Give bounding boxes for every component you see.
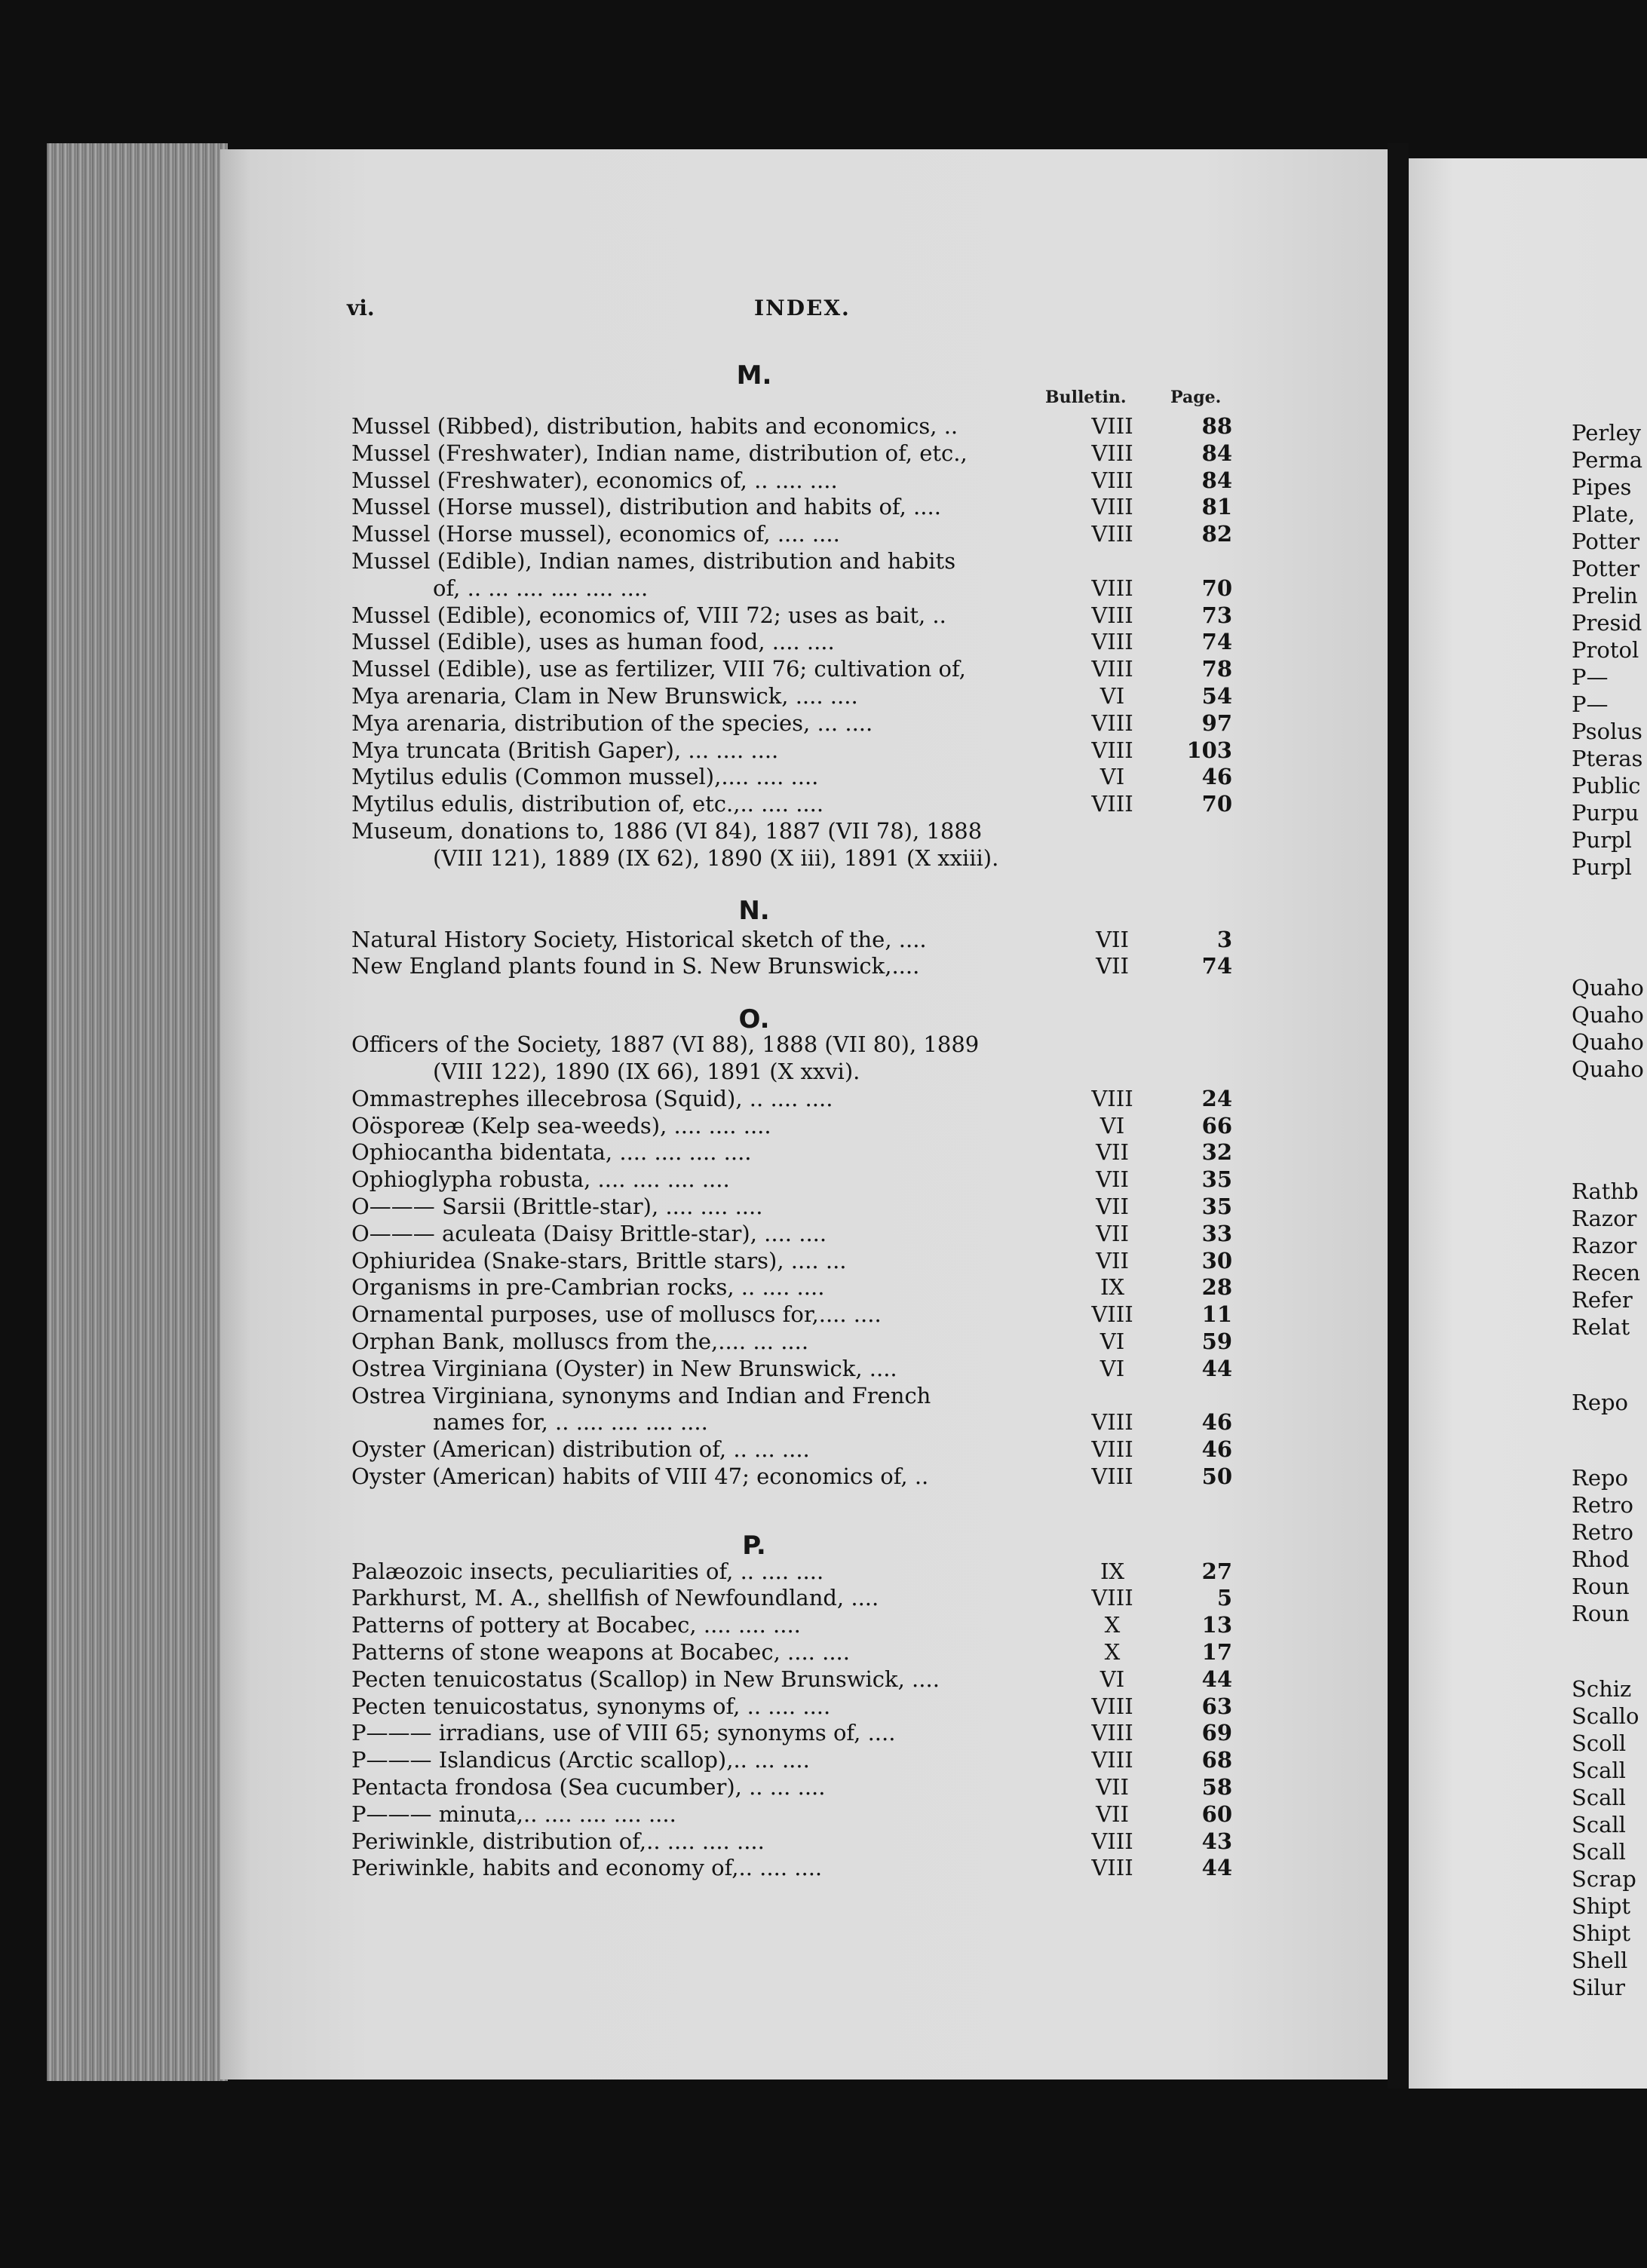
entry-page: 68 [1201,1747,1232,1773]
right-page-entry: Roun [1572,1601,1630,1626]
right-page-entry: Refer [1572,1287,1633,1313]
right-page-entry: Retro [1572,1519,1633,1545]
entry-text: Natural History Society, Historical sketch of the, .... [351,926,927,952]
entry-bulletin: VIII [1091,1747,1133,1773]
entry-text: Mussel (Horse mussel), economics of, .... .... [351,521,840,547]
index-entry [351,1113,1241,1140]
entry-text: Palæozoic insects, peculiarities of, .. .... .... [351,1558,824,1584]
right-page-entry: Scall [1572,1812,1626,1837]
entry-page: 32 [1201,1139,1232,1166]
index-entry [351,494,1241,521]
right-page-entry: Razor [1572,1206,1637,1231]
section-letter-n: N. [738,896,770,926]
index-entry [351,656,1241,683]
right-page-entry: Shell [1572,1948,1628,1973]
index-entry [351,927,1241,954]
right-page-entry: Potter [1572,529,1640,554]
entry-bulletin: VIII [1091,629,1133,655]
right-page-entry: Rhod [1572,1546,1630,1572]
entry-text: Parkhurst, M. A., shellfish of Newfoundland, .... [351,1585,879,1611]
entry-bulletin: VIII [1091,656,1133,682]
index-entry [351,1383,1241,1410]
entry-bulletin: VIII [1091,710,1133,736]
entry-text: O——— Sarsii (Brittle-star), .... .... .... [351,1193,763,1219]
entry-page: 50 [1201,1463,1232,1489]
entry-bulletin: VII [1096,1193,1129,1219]
index-entry [351,602,1241,630]
entry-bulletin: VIII [1091,575,1133,601]
index-entry [351,1463,1241,1491]
right-page-entry: Potter [1572,556,1640,581]
right-page-entry: Pteras [1572,746,1643,771]
index-entry [351,1059,1241,1086]
entry-page: 69 [1201,1720,1232,1746]
entry-page: 24 [1201,1085,1232,1111]
entry-text: O——— aculeata (Daisy Brittle-star), .... .... [351,1220,827,1246]
column-header-page: Page. [1170,388,1222,407]
right-page-entry: Quaho [1572,1029,1644,1055]
index-entry [351,1436,1241,1463]
entry-text: Mya arenaria, distribution of the species, ... .... [351,710,873,736]
index-entry [351,1274,1241,1301]
index-entry [351,1747,1241,1774]
section-letter-p: P. [742,1531,766,1561]
index-entry [351,737,1241,765]
entry-text: P——— irradians, use of VIII 65; synonyms of, .... [351,1720,896,1746]
section-letter-m: M. [736,360,772,391]
index-entry [351,1828,1241,1856]
entry-page: 82 [1201,521,1232,547]
entry-page: 60 [1201,1801,1232,1827]
entry-bulletin: VII [1096,1801,1129,1827]
entry-page: 74 [1201,953,1232,979]
entry-page: 59 [1201,1328,1232,1354]
entry-bulletin: VIII [1091,1693,1133,1719]
entry-text: Mytilus edulis (Common mussel),.... .... .... [351,764,819,790]
right-page-entry: Purpl [1572,827,1632,853]
entry-text: Oyster (American) distribution of, .. ... .... [351,1436,810,1463]
entry-page: 44 [1201,1666,1232,1692]
entry-page: 46 [1201,1409,1232,1436]
entry-text: Ornamental purposes, use of molluscs for,.... .... [351,1301,882,1328]
right-page-entry: Quaho [1572,1056,1644,1082]
entry-text: Mussel (Ribbed), distribution, habits and economics, .. [351,413,958,439]
right-page-entry: Public [1572,773,1641,798]
entry-page: 70 [1201,575,1232,601]
entry-text: Mytilus edulis, distribution of, etc.,.. .... .... [351,791,824,817]
entry-text: Oyster (American) habits of VIII 47; economics of, .. [351,1463,929,1489]
right-page-entry: Scall [1572,1758,1626,1783]
index-entry [351,1409,1241,1436]
right-page-entry: Prelin [1572,583,1638,608]
entry-page: 74 [1201,629,1232,655]
entry-bulletin: VII [1096,1774,1129,1801]
entry-page: 63 [1201,1693,1232,1719]
entry-page: 97 [1201,710,1232,736]
index-entry [351,1639,1241,1666]
index-entry [351,791,1241,818]
entry-text: Ommastrephes illecebrosa (Squid), .. .... .... [351,1085,833,1111]
entry-page: 66 [1201,1112,1232,1139]
entry-bulletin: VIII [1091,737,1133,763]
entry-page: 46 [1201,764,1232,790]
right-page-entry: Scallo [1572,1703,1639,1729]
right-page-entry: Repo [1572,1390,1629,1415]
book-page-edges [47,143,228,2081]
entry-page: 43 [1201,1828,1232,1854]
index-entry [351,1031,1241,1059]
entry-text: Officers of the Society, 1887 (VI 88), 1888 (VII 80), 1889 [351,1031,980,1058]
right-page-entry: Protol [1572,637,1639,663]
entry-bulletin: X [1104,1639,1121,1666]
index-entry [351,710,1241,737]
index-entry [351,1329,1241,1356]
entry-text: Pecten tenuicostatus, synonyms of, .. .... .... [351,1693,831,1719]
book-gutter [1388,143,1409,2089]
entry-page: 103 [1186,737,1232,763]
entry-text: Organisms in pre-Cambrian rocks, .. .... .... [351,1274,825,1301]
entry-bulletin: VII [1096,953,1129,979]
entry-bulletin: VI [1100,1328,1125,1354]
index-entry [351,764,1241,791]
entry-text: Mussel (Freshwater), Indian name, distribution of, etc., [351,440,968,466]
right-page-entry: Perma [1572,447,1643,473]
entry-page: 81 [1201,494,1232,520]
entry-text: Ophiocantha bidentata, .... .... .... .... [351,1139,752,1166]
entry-text: Patterns of pottery at Bocabec, .... .... .... [351,1612,801,1638]
index-entry [351,1248,1241,1275]
entry-bulletin: VIII [1091,1585,1133,1611]
right-page-entries [1572,419,1647,2001]
entry-page: 44 [1201,1855,1232,1881]
index-entry [351,683,1241,710]
right-page-entry: Pipes [1572,474,1632,500]
entry-page: 84 [1201,467,1232,493]
entry-text: Ophioglypha robusta, .... .... .... .... [351,1166,730,1193]
page-header [347,296,1237,326]
right-page-entry: P— [1572,691,1609,717]
right-page-entry: P— [1572,664,1609,690]
entry-text: of, .. ... .... .... .... .... [433,575,649,601]
entry-bulletin: VIII [1091,1085,1133,1111]
entry-text: Mussel (Edible), Indian names, distribution and habits [351,547,956,574]
index-entry [351,953,1241,980]
entry-text: New England plants found in S. New Brunswick,.... [351,953,920,979]
index-entry [351,1693,1241,1721]
entry-text: Oösporeæ (Kelp sea-weeds), .... .... .... [351,1112,771,1139]
entry-text: Ostrea Virginiana, synonyms and Indian and French [351,1382,931,1408]
index-entry [351,1774,1241,1801]
page-title: INDEX. [754,296,851,320]
right-page-entry: Shipt [1572,1920,1631,1946]
right-page-entry: Plate, [1572,501,1636,527]
right-page-entry: Psolus [1572,719,1642,744]
section-letter-o: O. [738,1004,770,1034]
right-page-entry: Shipt [1572,1893,1631,1919]
index-entry [351,629,1241,656]
right-page-entry: Perley [1572,420,1642,446]
right-page-entry: Purpl [1572,854,1632,880]
index-entry [351,1720,1241,1747]
index-entry [351,1801,1241,1828]
right-page-entry: Scall [1572,1785,1626,1810]
entry-text: Patterns of stone weapons at Bocabec, .... .... [351,1639,850,1666]
index-entry [351,1194,1241,1221]
index-entry [351,467,1241,495]
index-entry [351,1585,1241,1612]
index-entry [351,1139,1241,1166]
entry-page: 78 [1201,656,1232,682]
entry-text: P——— Islandicus (Arctic scallop),.. ... .... [351,1747,810,1773]
right-page-entry: Quaho [1572,975,1644,1001]
entry-page: 58 [1201,1774,1232,1801]
entry-page: 73 [1201,602,1232,628]
entry-text: Mussel (Edible), use as fertilizer, VIII 76; cultivation of, [351,656,966,682]
entry-bulletin: IX [1100,1274,1125,1301]
index-entry [351,818,1241,845]
index-entry [351,440,1241,467]
right-page-entry: Recen [1572,1260,1641,1286]
entry-text: P——— minuta,.. .... .... .... .... [351,1801,676,1827]
entry-text: Museum, donations to, 1886 (VI 84), 1887 (VII 78), 1888 [351,817,983,844]
entry-bulletin: VIII [1091,791,1133,817]
entry-page: 5 [1216,1585,1232,1611]
index-entry [351,1612,1241,1639]
right-page-entry: Scrap [1572,1866,1636,1892]
entry-page: 33 [1201,1220,1232,1246]
entry-bulletin: VII [1096,1139,1129,1166]
entry-bulletin: VI [1100,764,1125,790]
entry-bulletin: VIII [1091,602,1133,628]
index-entry [351,1855,1241,1882]
entry-bulletin: VIII [1091,440,1133,466]
entry-bulletin: VIII [1091,1301,1133,1328]
column-header-bulletin: Bulletin. [1045,388,1127,407]
entry-page: 84 [1201,440,1232,466]
entry-text: Ophiuridea (Snake-stars, Brittle stars), .... ... [351,1247,847,1273]
entry-bulletin: VI [1100,1666,1125,1692]
index-entry [351,1221,1241,1248]
entry-bulletin: VIII [1091,521,1133,547]
entry-bulletin: X [1104,1612,1121,1638]
index-entries [351,413,1241,1882]
entry-page: 35 [1201,1166,1232,1193]
entry-text: (VIII 121), 1889 (IX 62), 1890 (X iii), 1891 (X xxiii). [433,844,999,871]
right-page-entry: Scall [1572,1839,1626,1865]
entry-page: 27 [1201,1558,1232,1584]
entry-bulletin: VIII [1091,1828,1133,1854]
page-number: vi. [347,296,375,320]
entry-page: 44 [1201,1355,1232,1381]
right-page-entry: Retro [1572,1492,1633,1518]
entry-text: Periwinkle, distribution of,.. .... .... .... [351,1828,765,1854]
entry-bulletin: VII [1096,1220,1129,1246]
right-page-entry: Presid [1572,610,1642,636]
entry-text: Pentacta frondosa (Sea cucumber), .. ... .... [351,1774,826,1801]
entry-page: 30 [1201,1247,1232,1273]
entry-bulletin: VII [1096,1166,1129,1193]
entry-page: 28 [1201,1274,1232,1301]
entry-bulletin: VII [1096,926,1129,952]
index-entry [351,845,1241,872]
index-entry [351,413,1241,440]
entry-page: 70 [1201,791,1232,817]
right-page-entry: Rathb [1572,1178,1639,1204]
entry-bulletin: VIII [1091,467,1133,493]
entry-page: 46 [1201,1436,1232,1463]
right-page-entry: Razor [1572,1233,1637,1258]
entry-bulletin: VIII [1091,1436,1133,1463]
entry-text: Mya arenaria, Clam in New Brunswick, .... .... [351,682,858,709]
entry-text: Orphan Bank, molluscs from the,.... ... .... [351,1328,809,1354]
right-page-entry: Scoll [1572,1730,1627,1756]
entry-text: Mussel (Freshwater), economics of, .. .... .... [351,467,838,493]
entry-bulletin: VIII [1091,1409,1133,1436]
entry-text: Periwinkle, habits and economy of,.. .... .... [351,1855,823,1881]
index-entry [351,548,1241,575]
entry-bulletin: VIII [1091,1720,1133,1746]
entry-bulletin: VII [1096,1247,1129,1273]
entry-page: 11 [1201,1301,1232,1328]
index-entry [351,1166,1241,1194]
index-entry [351,521,1241,548]
entry-bulletin: VIII [1091,494,1133,520]
entry-page: 35 [1201,1193,1232,1219]
index-entry [351,575,1241,602]
right-page-entry: Roun [1572,1574,1630,1599]
right-page-entry: Schiz [1572,1676,1632,1702]
entry-page: 88 [1201,413,1232,439]
entry-bulletin: VIII [1091,1463,1133,1489]
entry-bulletin: IX [1100,1558,1125,1584]
index-entry [351,1086,1241,1113]
entry-bulletin: VIII [1091,413,1133,439]
entry-page: 17 [1201,1639,1232,1666]
right-page-entry: Repo [1572,1465,1629,1491]
entry-text: Mussel (Edible), economics of, VIII 72; uses as bait, .. [351,602,946,628]
right-page-entry: Silur [1572,1975,1625,2000]
entry-text: Ostrea Virginiana (Oyster) in New Brunswick, .... [351,1355,897,1381]
entry-bulletin: VI [1100,1355,1125,1381]
entry-page: 3 [1216,926,1232,952]
entry-text: Mya truncata (British Gaper), ... .... .... [351,737,779,763]
entry-bulletin: VI [1100,1112,1125,1139]
right-page-entry: Purpu [1572,800,1639,826]
right-page-entry: Relat [1572,1314,1630,1340]
entry-page: 13 [1201,1612,1232,1638]
entry-bulletin: VI [1100,682,1125,709]
index-entry [351,1666,1241,1693]
entry-bulletin: VIII [1091,1855,1133,1881]
entry-text: Mussel (Edible), uses as human food, .... .... [351,629,835,655]
entry-page: 54 [1201,682,1232,709]
index-entry [351,1301,1241,1329]
entry-text: names for, .. .... .... .... .... [433,1409,708,1436]
right-page-entry: Quaho [1572,1002,1644,1028]
entry-text: (VIII 122), 1890 (IX 66), 1891 (X xxvi). [433,1058,860,1084]
index-entry [351,1356,1241,1383]
entry-text: Pecten tenuicostatus (Scallop) in New Brunswick, .... [351,1666,940,1692]
entry-text: Mussel (Horse mussel), distribution and habits of, .... [351,494,941,520]
index-entry [351,1558,1241,1586]
